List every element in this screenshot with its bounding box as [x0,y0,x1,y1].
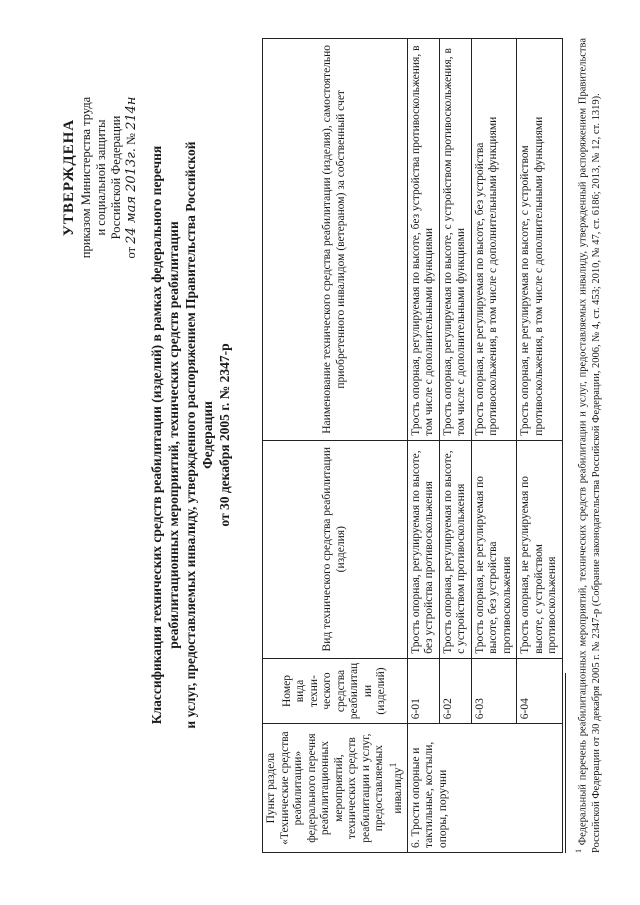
row-name: Трость опорная, регулируемая по высоте, без устройства противоскольжения, в том числе с дополнительными функциями [407,39,439,441]
row-type: Трость опорная, регулируемая по высоте, с устройством противоскольжения [439,440,471,658]
row-name: Трость опорная, не регулируемая по высоте, с устройством противоскольжения, в том числе с дополнительными функциями [517,39,563,441]
row-number: 6-01 [407,658,439,723]
approval-date-line [124,65,139,290]
title-line-1: Классификация технических средств реабилитации (изделий) в рамках федерального перечня [149,145,164,725]
approval-stamp [62,65,139,290]
title-line-2: реабилитационных мероприятий, технических средств реабилитации [166,221,181,649]
header-type-number: Номер вида техни-ческого средства реабилитац ии (изделий) [263,658,408,723]
row-type: Трость опорная, не регулируемая по высоте, с устройством противоскольжения [517,440,563,658]
row-type: Трость опорная, не регулируемая по высоте, без устройства противоскольжения [471,440,517,658]
footnote-divider [565,673,566,853]
row-number: 6-04 [517,658,563,723]
approval-number: 214н [124,96,139,130]
footnote [572,38,603,853]
row-type: Трость опорная, регулируемая по высоте, без устройства противоскольжения [407,440,439,658]
footnote-text: Федеральный перечень реабилитационных мероприятий, технических средств реабилитации и услуг, предоставляемых инвалиду, утвержденный распоряжением Правительства Российской Федерации от 30 декабря 2005 г. № 2347-р (Собрание законодательства Российской Федерации, 2006, № 4, ст. 453; 2010, № 47, ст. 6186; 2013, № 12, ст. 1319). [577,38,602,853]
row-number: 6-02 [439,658,471,723]
classification-table [262,38,563,853]
approval-line-2: и социальной защиты [94,119,108,236]
row-number: 6-03 [471,658,517,723]
approval-heading: УТВЕРЖДЕНА [61,118,77,237]
row-name: Трость опорная, регулируемая по высоте, с устройством противоскольжения, в том числе с дополнительными функциями [439,39,471,441]
table-header-row [263,39,408,853]
approval-number-sign: № [124,133,138,145]
header-type: Вид технического средства реабилитации (изделия) [263,440,408,658]
title-line-3: и услуг, предоставляемых инвалиду, утвержденного распоряжением Правительства Российской Федерации [183,141,215,729]
header-section-item: Пункт раздела «Технические средства реабилитации» федерального перечня реабилитационных мероприятий, технических средств реабилитации и услуг, предоставляемых инвалиду$^1$ [263,724,408,853]
title-line-4: от 30 декабря 2005 г. № 2347-р [217,343,232,527]
approval-line-3: Российской Федерации [109,115,123,240]
approval-from: от [124,246,138,259]
table-row [407,39,439,853]
footnote-mark: 1 [387,762,399,768]
approval-line-1: приказом Министерства труда [79,96,93,259]
header-name: Наименование технического средства реабилитации (изделия), самостоятельно приобретенного инвалидом (ветераном) за собственный счет [263,39,408,441]
document-title [148,115,233,755]
approval-date: 24 мая 2013г. [124,148,139,244]
section-cell: 6. Трости опорные и тактильные, костыли, опоры, поручни [407,724,562,853]
row-name: Трость опорная, не регулируемая по высоте, без устройства противоскольжения, в том числе с дополнительными функциями [471,39,517,441]
footnote-number: 1 [574,849,583,853]
